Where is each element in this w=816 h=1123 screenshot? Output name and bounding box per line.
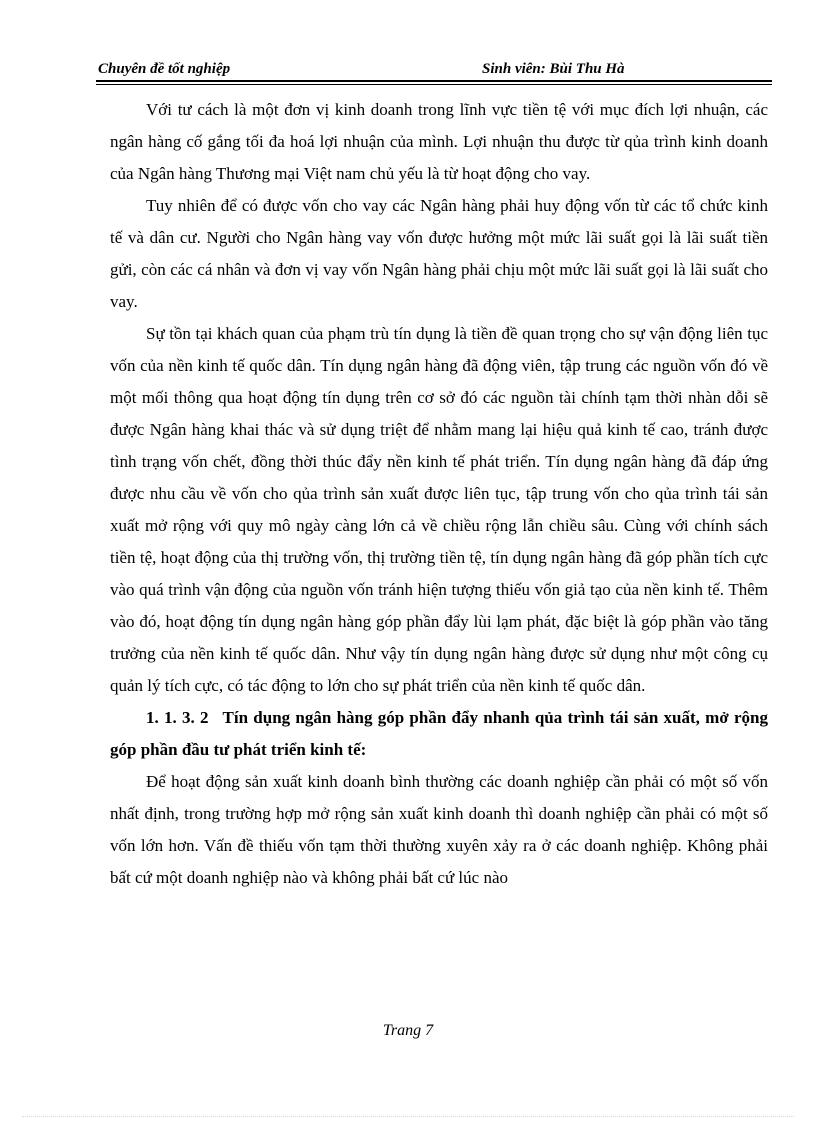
paragraph-1: Với tư cách là một đơn vị kinh doanh trong lĩnh vực tiền tệ với mục đích lợi nhuận, các ngân hàng cố gắng tối đa hoá lợi nhuận của mình. Lợi nhuận thu được từ qủa trình kinh doanh của Ngân hàng Thương mại Việt nam chủ yếu là từ hoạt động cho vay. — [110, 100, 768, 183]
paragraph-4: Để hoạt động sản xuất kinh doanh bình thường các doanh nghiệp cần phải có một số vốn nhất định, trong trường hợp mở rộng sản xuất kinh doanh thì doanh nghiệp cần phải có một số vốn lớn hơn. Vấn đề thiếu vốn tạm thời thường xuyên xảy ra ở các doanh nghiệp. Không phải bất cứ một doanh nghiệp nào và không phải bất cứ lúc nào — [110, 772, 768, 887]
header-student-name: Sinh viên: Bùi Thu Hà — [482, 61, 625, 77]
section-title: Tín dụng ngân hàng góp phần đẩy nhanh qủa trình tái sản xuất, mở rộng góp phần đầu tư phát triển kinh tế: — [110, 708, 768, 759]
page-header — [96, 58, 772, 80]
paragraph-2: Tuy nhiên để có được vốn cho vay các Ngân hàng phải huy động vốn từ các tổ chức kinh tế và dân cư. Người cho Ngân hàng vay vốn được hưởng một mức lãi suất gọi là lãi suất tiền gửi, còn các cá nhân và đơn vị vay vốn Ngân hàng phải chịu một mức lãi suất gọi là lãi suất cho vay. — [110, 196, 768, 311]
header-rule-thick — [96, 80, 772, 82]
page-footer — [0, 1022, 776, 1040]
header-rule-thin — [96, 84, 772, 85]
section-heading — [110, 702, 768, 766]
page-number: Trang 7 — [382, 1022, 434, 1039]
body-text — [110, 94, 768, 894]
section-number: 1. 1. 3. 2 — [146, 708, 209, 727]
paragraph-3: Sự tồn tại khách quan của phạm trù tín dụng là tiền đề quan trọng cho sự vận động liên tục vốn của nền kinh tế quốc dân. Tín dụng ngân hàng đã động viên, tập trung các nguồn vốn đó về một mối thông qua hoạt động tín dụng trên cơ sở đó các nguồn tài chính tạm thời nhàn dỗi sẽ được Ngân hàng khai thác và sử dụng triệt để nhằm mang lại hiệu quả kinh tế cao, tránh được tình trạng vốn chết, đồng thời thúc đẩy nền kinh tế phát triển. Tín dụng ngân hàng đã đáp ứng được nhu cầu về vốn cho qủa trình sản xuất được liên tục, tập trung vốn cho qủa trình tái sản xuất mở rộng với quy mô ngày càng lớn cả về chiều rộng lẫn chiều sâu. Cùng với chính sách tiền tệ, hoạt động của thị trường vốn, thị trường tiền tệ, tín dụng ngân hàng đã góp phần tích cực vào quá trình vận động của nguồn vốn tránh hiện tượng thiếu vốn giả tạo của nền kinh tế. Thêm vào đó, hoạt động tín dụng ngân hàng góp phần đẩy lùi lạm phát, đặc biệt là góp phần vào tăng trưởng của nền kinh tế quốc dân. Như vậy tín dụng ngân hàng được sử dụng như một công cụ quản lý tích cực, có tác động to lớn cho sự phát triển của nền kinh tế quốc dân. — [110, 324, 768, 695]
page-bottom-border — [22, 1116, 794, 1117]
header-document-type: Chuyên đề tốt nghiệp — [98, 61, 231, 77]
